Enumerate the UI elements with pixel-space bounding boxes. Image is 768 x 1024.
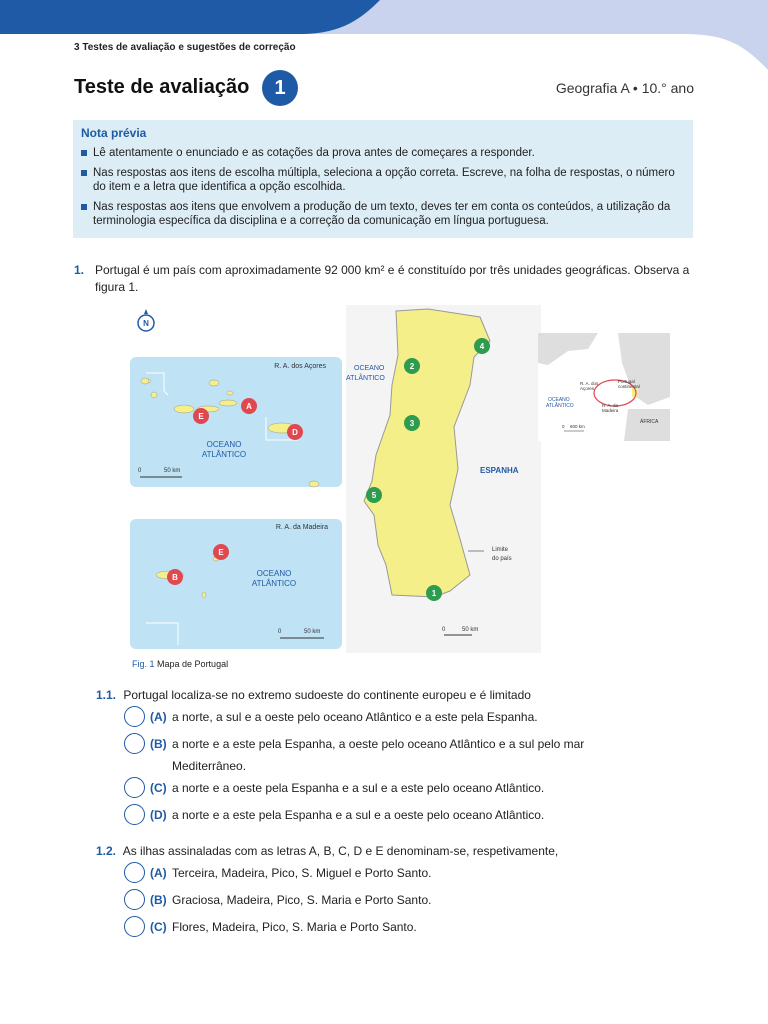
ocean-label: OCEANO — [206, 440, 242, 449]
scale-label: 50 km — [304, 629, 321, 635]
island-marker-a — [241, 398, 257, 414]
caption-label: Fig. 1 — [132, 659, 155, 669]
scale-label: 0 — [138, 468, 142, 474]
question-text: As ilhas assinaladas com as letras A, B, C, D e E denominam-se, respetivamente, — [122, 844, 559, 858]
svg-text:Madeira: Madeira — [602, 408, 619, 413]
svg-text:ÁFRICA: ÁFRICA — [640, 419, 659, 425]
option-label: (C) — [150, 920, 167, 934]
spain-label: ESPANHA — [480, 466, 519, 475]
subject-label: Geografia A • 10.° ano — [555, 80, 694, 96]
ocean-label: ATLÂNTICO — [251, 579, 297, 588]
svg-text:E: E — [218, 548, 224, 557]
locator-inset-map — [538, 333, 670, 441]
region-marker-2 — [404, 358, 420, 374]
svg-text:D: D — [292, 428, 298, 437]
svg-text:A: A — [246, 402, 252, 411]
answer-circle[interactable] — [124, 916, 145, 937]
question-1-1 — [96, 687, 531, 704]
answer-circle[interactable] — [124, 733, 145, 754]
note-item: Lê atentamente o enunciado e as cotações da prova antes de começares a responder. — [79, 146, 685, 160]
note-title: Nota prévia — [81, 126, 147, 140]
svg-text:3: 3 — [409, 419, 415, 428]
option-label: (A) — [150, 710, 167, 724]
limit-label: Limite — [492, 547, 509, 553]
madeira-label: R. A. da Madeira — [275, 524, 328, 531]
svg-text:1: 1 — [431, 589, 437, 598]
header-band — [0, 0, 768, 70]
option-label: (B) — [150, 893, 167, 907]
region-marker-3 — [404, 415, 420, 431]
north-arrow-icon — [138, 309, 154, 331]
svg-text:ATLÂNTICO: ATLÂNTICO — [546, 403, 574, 409]
svg-text:B: B — [172, 573, 178, 582]
madeira-map — [130, 519, 342, 649]
test-number-badge: 1 — [262, 70, 298, 106]
option-text: a norte, a sul e a oeste pelo oceano Atlântico e a este pela Espanha. — [172, 710, 538, 724]
scale-label: 0 — [442, 627, 446, 633]
scale-label: 0 — [278, 629, 282, 635]
island-marker-b — [167, 569, 183, 585]
question-number: 1. — [74, 263, 85, 277]
option-text: a norte e a oeste pela Espanha e a sul e a este pelo oceano Atlântico. — [172, 781, 545, 795]
svg-text:600 km: 600 km — [570, 424, 585, 429]
ocean-label: OCEANO — [256, 569, 292, 578]
answer-circle[interactable] — [124, 777, 145, 798]
page-title: Teste de avaliação — [74, 76, 250, 98]
svg-text:OCEANO: OCEANO — [548, 397, 570, 403]
portugal-map-figure — [128, 305, 673, 655]
ocean-label: ATLÂNTICO — [201, 450, 247, 459]
ocean-label: OCEANO — [354, 365, 385, 372]
option-text: Flores, Madeira, Pico, S. Maria e Porto Santo. — [172, 920, 417, 934]
svg-text:0: 0 — [562, 424, 565, 429]
question-text: Portugal é um país com aproximadamente 92 000 km² e é constituído por três unidades geográficas. Observa a figura 1. — [95, 263, 690, 294]
azores-map — [130, 357, 342, 487]
svg-text:R. A. da: R. A. da — [602, 403, 619, 408]
chapter-heading: 3 Testes de avaliação e sugestões de correção — [74, 42, 296, 53]
caption-text: Mapa de Portugal — [157, 659, 229, 669]
note-box — [73, 120, 693, 238]
svg-text:5: 5 — [371, 491, 377, 500]
question-number: 1.1. — [96, 688, 117, 702]
island-marker-d — [287, 424, 303, 440]
svg-text:2: 2 — [409, 362, 415, 371]
option-label: (B) — [150, 737, 167, 751]
svg-text:R. A. dos: R. A. dos — [580, 381, 599, 386]
answer-circle[interactable] — [124, 804, 145, 825]
region-marker-4 — [474, 338, 490, 354]
figure-caption — [132, 659, 228, 669]
scale-label: 50 km — [164, 468, 181, 474]
option-label: (A) — [150, 866, 167, 880]
option-text: Graciosa, Madeira, Pico, S. Maria e Porto Santo. — [172, 893, 432, 907]
region-marker-5 — [366, 487, 382, 503]
limit-label: do país — [492, 556, 512, 562]
ocean-label: ATLÂNTICO — [346, 375, 385, 382]
option-label: (C) — [150, 781, 167, 795]
question-text: Portugal localiza-se no extremo sudoeste do continente europeu e é limitado — [123, 688, 531, 702]
answer-circle[interactable] — [124, 706, 145, 727]
option-text: Mediterrâneo. — [172, 759, 247, 773]
svg-text:continental: continental — [618, 384, 640, 389]
svg-text:E: E — [198, 412, 204, 421]
question-1-2 — [96, 843, 558, 860]
option-label: (D) — [150, 808, 167, 822]
scale-label: 50 km — [462, 627, 479, 633]
note-item: Nas respostas aos itens que envolvem a produção de um texto, deves ter em conta os conteúdos, a utilização da terminologia específica da disciplina e a correção da comunicação em língua portuguesa. — [79, 200, 685, 228]
note-item: Nas respostas aos itens de escolha múltipla, seleciona a opção correta. Escreve, na folha de respostas, o número do item e a letra que identifica a opção escolhida. — [79, 166, 685, 194]
question-number: 1.2. — [96, 844, 117, 858]
mainland-map — [346, 305, 541, 653]
note-list — [79, 146, 685, 234]
option-text: a norte e a este pela Espanha, a oeste pelo oceano Atlântico e a sul pelo mar — [172, 737, 585, 751]
island-marker-c — [193, 408, 209, 424]
svg-text:4: 4 — [479, 342, 485, 351]
answer-circle[interactable] — [124, 889, 145, 910]
island-marker-e — [213, 544, 229, 560]
north-label: N — [143, 319, 149, 328]
region-marker-1 — [426, 585, 442, 601]
answer-circle[interactable] — [124, 862, 145, 883]
svg-text:Açores: Açores — [580, 386, 595, 391]
option-text: a norte e a este pela Espanha e a sul e a oeste pelo oceano Atlântico. — [172, 808, 545, 822]
option-text: Terceira, Madeira, Pico, S. Miguel e Porto Santo. — [172, 866, 432, 880]
svg-text:Portugal: Portugal — [618, 379, 635, 384]
azores-label: R. A. dos Açores — [274, 363, 326, 370]
